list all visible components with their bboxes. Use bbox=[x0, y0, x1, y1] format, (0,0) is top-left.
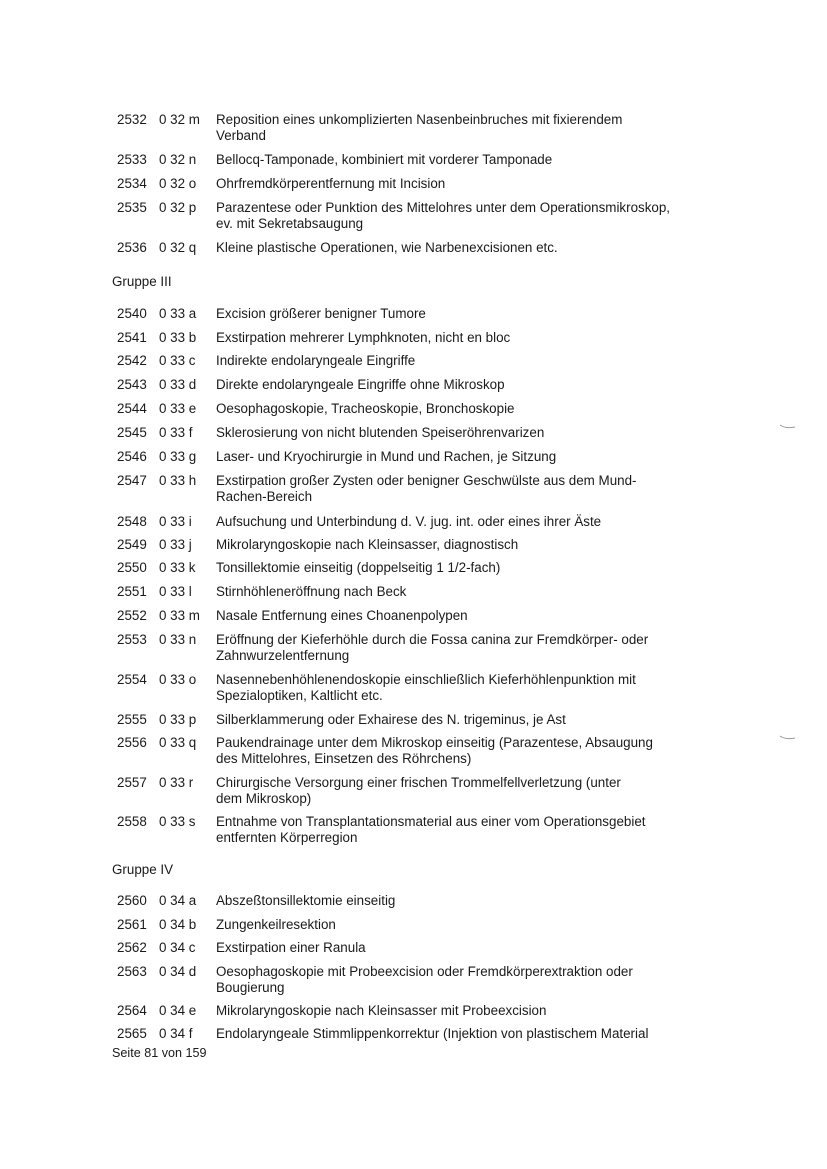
fee-number: 2534 bbox=[117, 176, 147, 191]
fee-description: Exstirpation einer Ranula bbox=[216, 940, 366, 955]
fee-code: 0 33 h bbox=[159, 473, 197, 488]
fee-description: Bellocq-Tamponade, kombiniert mit vorderer Tamponade bbox=[216, 152, 553, 167]
fee-description: Abszeßtonsillektomie einseitig bbox=[216, 893, 396, 908]
fee-number: 2554 bbox=[117, 672, 147, 687]
fee-code: 0 33 i bbox=[159, 514, 192, 529]
fee-code: 0 32 q bbox=[159, 240, 197, 255]
fee-code: 0 33 c bbox=[159, 353, 196, 368]
fee-number: 2558 bbox=[117, 814, 147, 829]
fee-number: 2565 bbox=[117, 1026, 147, 1041]
fee-description: Reposition eines unkomplizierten Nasenbeinbruches mit fixierendem Verband bbox=[216, 112, 623, 143]
fee-number: 2553 bbox=[117, 632, 147, 647]
fee-description: Endolaryngeale Stimmlippenkorrektur (Injektion von plastischem Material bbox=[216, 1026, 649, 1041]
fee-code: 0 34 c bbox=[159, 940, 196, 955]
fee-code: 0 33 p bbox=[159, 712, 197, 727]
fee-code: 0 33 m bbox=[159, 608, 200, 623]
fee-description: Nasale Entfernung eines Choanenpolypen bbox=[216, 608, 468, 623]
fee-number: 2533 bbox=[117, 152, 147, 167]
fee-description: Indirekte endolaryngeale Eingriffe bbox=[216, 353, 416, 368]
fee-description: Oesophagoskopie, Tracheoskopie, Bronchoskopie bbox=[216, 401, 515, 416]
fee-code: 0 34 a bbox=[159, 893, 197, 908]
fee-description: Aufsuchung und Unterbindung d. V. jug. int. oder eines ihrer Äste bbox=[216, 514, 602, 529]
fee-description: Zungenkeilresektion bbox=[216, 917, 336, 932]
fee-number: 2563 bbox=[117, 964, 147, 979]
fee-code: 0 33 g bbox=[159, 449, 197, 464]
fee-code: 0 34 f bbox=[159, 1026, 193, 1041]
fee-code: 0 33 f bbox=[159, 425, 193, 440]
fee-number: 2542 bbox=[117, 353, 147, 368]
fee-code: 0 33 d bbox=[159, 377, 197, 392]
fee-code: 0 32 p bbox=[159, 200, 197, 215]
page-number-footer: Seite 81 von 159 bbox=[112, 1046, 207, 1060]
fee-number: 2556 bbox=[117, 735, 147, 750]
fee-number: 2561 bbox=[117, 917, 147, 932]
fee-description: Tonsillektomie einseitig (doppelseitig 1 1/2-fach) bbox=[216, 560, 501, 575]
fee-number: 2564 bbox=[117, 1003, 147, 1018]
fee-description: Kleine plastische Operationen, wie Narbenexcisionen etc. bbox=[216, 240, 558, 255]
fee-code: 0 33 l bbox=[159, 584, 192, 599]
group-heading: Gruppe IV bbox=[112, 862, 174, 877]
fee-number: 2541 bbox=[117, 330, 147, 345]
fee-code: 0 34 e bbox=[159, 1003, 197, 1018]
scan-mark-icon bbox=[780, 424, 796, 430]
fee-number: 2549 bbox=[117, 537, 147, 552]
fee-number: 2550 bbox=[117, 560, 147, 575]
fee-number: 2532 bbox=[117, 112, 147, 127]
fee-number: 2545 bbox=[117, 425, 147, 440]
fee-description: Stirnhöhleneröffnung nach Beck bbox=[216, 584, 407, 599]
fee-number: 2535 bbox=[117, 200, 147, 215]
fee-code: 0 33 b bbox=[159, 330, 197, 345]
fee-description: Nasennebenhöhlenendoskopie einschließlich Kieferhöhlenpunktion mit Spezialoptiken, Kaltlicht etc. bbox=[216, 672, 636, 703]
fee-description: Exstirpation großer Zysten oder benigner Geschwülste aus dem Mund- Rachen-Bereich bbox=[216, 473, 637, 504]
fee-description: Direkte endolaryngeale Eingriffe ohne Mikroskop bbox=[216, 377, 505, 392]
fee-description: Eröffnung der Kieferhöhle durch die Fossa canina zur Fremdkörper- oder Zahnwurzelentfernung bbox=[216, 632, 649, 663]
fee-description: Oesophagoskopie mit Probeexcision oder Fremdkörperextraktion oder Bougierung bbox=[216, 964, 633, 995]
fee-number: 2551 bbox=[117, 584, 147, 599]
fee-description: Excision größerer benigner Tumore bbox=[216, 306, 426, 321]
fee-description: Chirurgische Versorgung einer frischen Trommelfellverletzung (unter dem Mikroskop) bbox=[216, 775, 621, 806]
fee-code: 0 33 a bbox=[159, 306, 197, 321]
fee-number: 2548 bbox=[117, 514, 147, 529]
fee-code: 0 34 d bbox=[159, 964, 197, 979]
fee-description: Mikrolaryngoskopie nach Kleinsasser mit Probeexcision bbox=[216, 1003, 547, 1018]
fee-code: 0 34 b bbox=[159, 917, 197, 932]
fee-description: Silberklammerung oder Exhairese des N. trigeminus, je Ast bbox=[216, 712, 566, 727]
fee-code: 0 32 n bbox=[159, 152, 197, 167]
fee-code: 0 32 o bbox=[159, 176, 197, 191]
fee-description: Laser- und Kryochirurgie in Mund und Rachen, je Sitzung bbox=[216, 449, 557, 464]
fee-number: 2543 bbox=[117, 377, 147, 392]
fee-number: 2562 bbox=[117, 940, 147, 955]
fee-code: 0 33 j bbox=[159, 537, 192, 552]
fee-code: 0 33 e bbox=[159, 401, 197, 416]
fee-code: 0 32 m bbox=[159, 112, 200, 127]
fee-code: 0 33 k bbox=[159, 560, 196, 575]
fee-number: 2540 bbox=[117, 306, 147, 321]
fee-code: 0 33 q bbox=[159, 735, 197, 750]
fee-description: Exstirpation mehrerer Lymphknoten, nicht en bloc bbox=[216, 330, 511, 345]
fee-description: Sklerosierung von nicht blutenden Speiseröhrenvarizen bbox=[216, 425, 545, 440]
fee-description: Ohrfremdkörperentfernung mit Incision bbox=[216, 176, 446, 191]
fee-code: 0 33 o bbox=[159, 672, 197, 687]
fee-number: 2547 bbox=[117, 473, 147, 488]
fee-code: 0 33 s bbox=[159, 814, 196, 829]
group-heading: Gruppe III bbox=[112, 274, 172, 289]
scan-mark-icon bbox=[780, 735, 796, 741]
fee-number: 2536 bbox=[117, 240, 147, 255]
fee-number: 2557 bbox=[117, 775, 147, 790]
fee-description: Mikrolaryngoskopie nach Kleinsasser, diagnostisch bbox=[216, 537, 519, 552]
fee-code: 0 33 n bbox=[159, 632, 197, 647]
fee-number: 2560 bbox=[117, 893, 147, 908]
fee-description: Parazentese oder Punktion des Mittelohres unter dem Operationsmikroskop, ev. mit Sekretabsaugung bbox=[216, 200, 671, 231]
fee-number: 2555 bbox=[117, 712, 147, 727]
fee-number: 2544 bbox=[117, 401, 147, 416]
fee-description: Paukendrainage unter dem Mikroskop einseitig (Parazentese, Absaugung des Mittelohres, Einsetzen des Röhrchens) bbox=[216, 735, 653, 766]
fee-code: 0 33 r bbox=[159, 775, 194, 790]
fee-number: 2552 bbox=[117, 608, 147, 623]
fee-description: Entnahme von Transplantationsmaterial aus einer vom Operationsgebiet entfernten Körperregion bbox=[216, 814, 646, 845]
fee-number: 2546 bbox=[117, 449, 147, 464]
